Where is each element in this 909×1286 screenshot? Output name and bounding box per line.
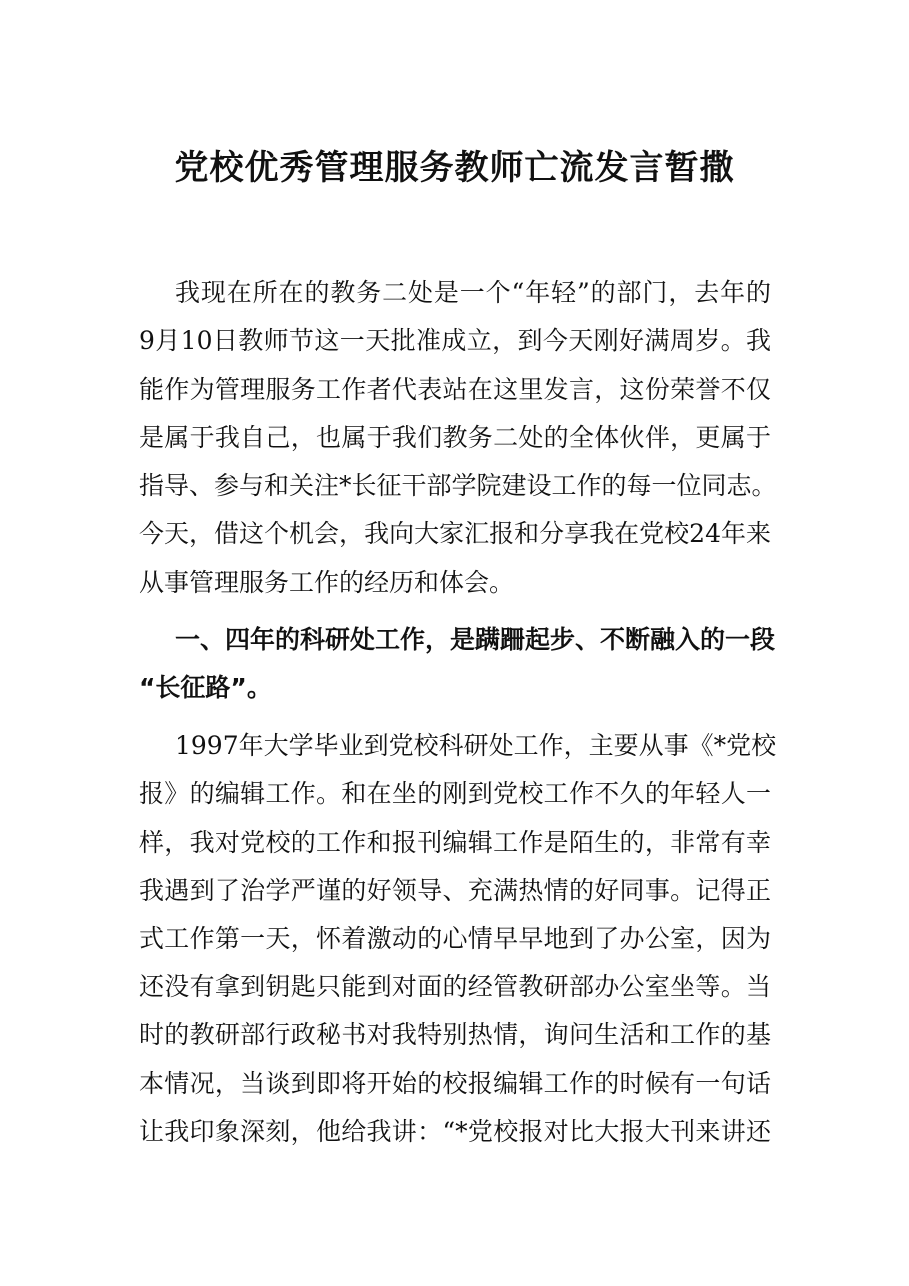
- paragraph-line: 指导、参与和关注*长征干部学院建设工作的每一位同志。: [139, 471, 777, 500]
- paragraph-line: 我遇到了治学严谨的好领导、充满热情的好同事。记得正: [139, 876, 771, 905]
- paragraph-line: 从事管理服务工作的经历和体会。: [139, 568, 515, 597]
- paragraph-line: 9月10日教师节这一天批准成立，到今天刚好满周岁。我: [139, 326, 771, 355]
- paragraph-line: 今天，借这个机会，我向大家汇报和分享我在党校24年来: [139, 519, 771, 548]
- paragraph-line: 我现在所在的教务二处是一个“年轻”的部门，去年的: [175, 278, 771, 307]
- paragraph-line: 1997年大学毕业到党校科研处工作，主要从事《*党校: [175, 731, 777, 760]
- paragraph-line: 还没有拿到钥匙只能到对面的经管教研部办公室坐等。当: [139, 972, 771, 1001]
- paragraph-line: 是属于我自己，也属于我们教务二处的全体伙伴，更属于: [139, 423, 771, 452]
- paragraph-line: 能作为管理服务工作者代表站在这里发言，这份荣誉不仅: [139, 375, 771, 404]
- paragraph-line: 时的教研部行政秘书对我特别热情，询问生活和工作的基: [139, 1020, 771, 1049]
- paragraph-line: 样，我对党校的工作和报刊编辑工作是陌生的，非常有幸: [139, 828, 771, 857]
- paragraph-line: 报》的编辑工作。和在坐的刚到党校工作不久的年轻人一: [139, 779, 771, 808]
- paragraph-line: 本情况，当谈到即将开始的校报编辑工作的时候有一句话: [139, 1069, 771, 1098]
- section-heading: 一、四年的科研处工作，是蹒跚起步、不断融入的一段: [175, 625, 776, 654]
- paragraph-line: 让我印象深刻，他给我讲：“*党校报对比大报大刊来讲还: [139, 1117, 771, 1146]
- paragraph-line: 式工作第一天，怀着激动的心情早早地到了办公室，因为: [139, 924, 771, 953]
- document-title: 党校优秀管理服务教师亡流发言暂撒: [174, 148, 735, 188]
- section-heading: “长征路”。: [139, 673, 272, 702]
